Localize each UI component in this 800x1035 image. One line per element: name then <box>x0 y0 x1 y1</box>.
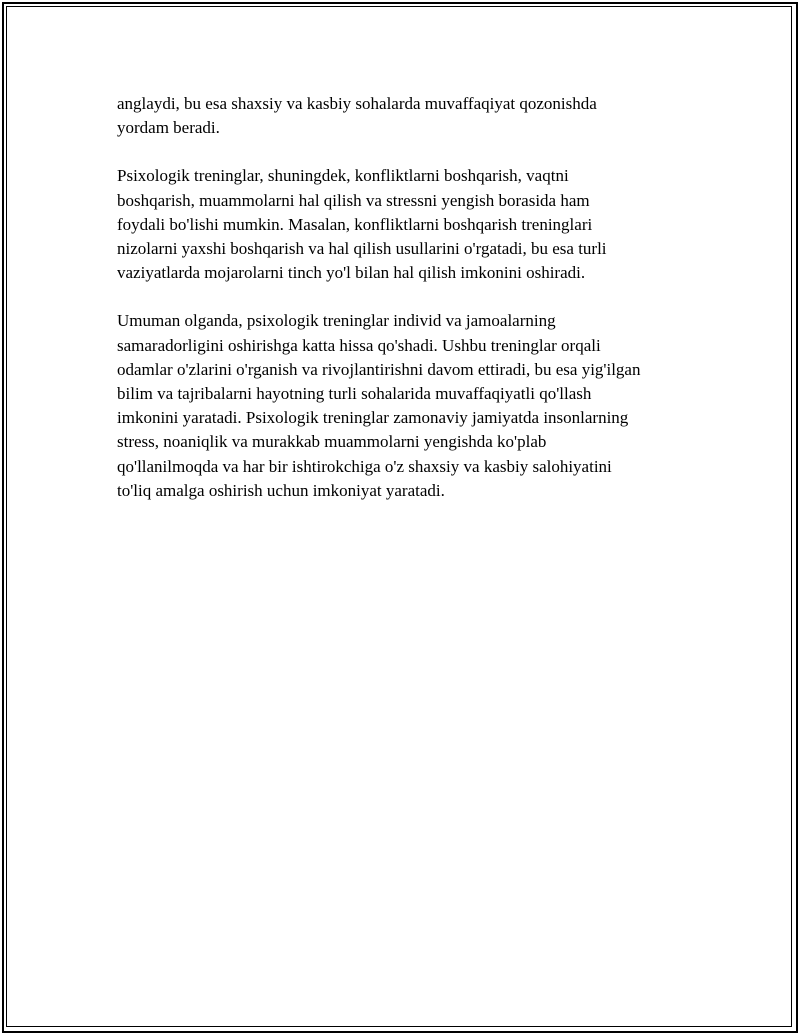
paragraph-2 <box>117 164 707 285</box>
text-line: samaradorligini oshirishga katta hissa qo'shadi. Ushbu treninglar orqali <box>117 335 601 355</box>
paragraph-3 <box>117 309 707 503</box>
text-line: bilim va tajribalarni hayotning turli sohalarida muvaffaqiyatli qo'llash <box>117 384 592 404</box>
text-line: anglaydi, bu esa shaxsiy va kasbiy sohalarda muvaffaqiyat qozonishda <box>117 94 597 113</box>
text-line: qo'llanilmoqda va har bir ishtirokchiga o'z shaxsiy va kasbiy salohiyatini <box>117 456 612 476</box>
document-body <box>117 92 707 503</box>
text-line: stress, noaniqlik va murakkab muammolarni yengishda ko'plab <box>117 432 547 452</box>
paragraph-1 <box>117 92 707 140</box>
text-line: Psixologik treninglar, shuningdek, konfliktlarni boshqarish, vaqtni <box>117 166 569 186</box>
text-line: foydali bo'lishi mumkin. Masalan, konfliktlarni boshqarish treninglari <box>117 214 593 234</box>
text-line: odamlar o'zlarini o'rganish va rivojlantirishni davom ettiradi, bu esa yig'ilgan <box>117 359 641 379</box>
text-line: nizolarni yaxshi boshqarish va hal qilish usullarini o'rgatadi, bu esa turli <box>117 239 607 259</box>
text-line: boshqarish, muammolarni hal qilish va stressni yengish borasida ham <box>117 190 590 210</box>
text-line: to'liq amalga oshirish uchun imkoniyat yaratadi. <box>117 480 445 500</box>
text-line: imkonini yaratadi. Psixologik treninglar zamonaviy jamiyatda insonlarning <box>117 408 629 428</box>
text-line: yordam beradi. <box>117 118 220 138</box>
text-line: Umuman olganda, psixologik treninglar individ va jamoalarning <box>117 311 556 331</box>
text-line: vaziyatlarda mojarolarni tinch yo'l bilan hal qilish imkonini oshiradi. <box>117 263 586 283</box>
